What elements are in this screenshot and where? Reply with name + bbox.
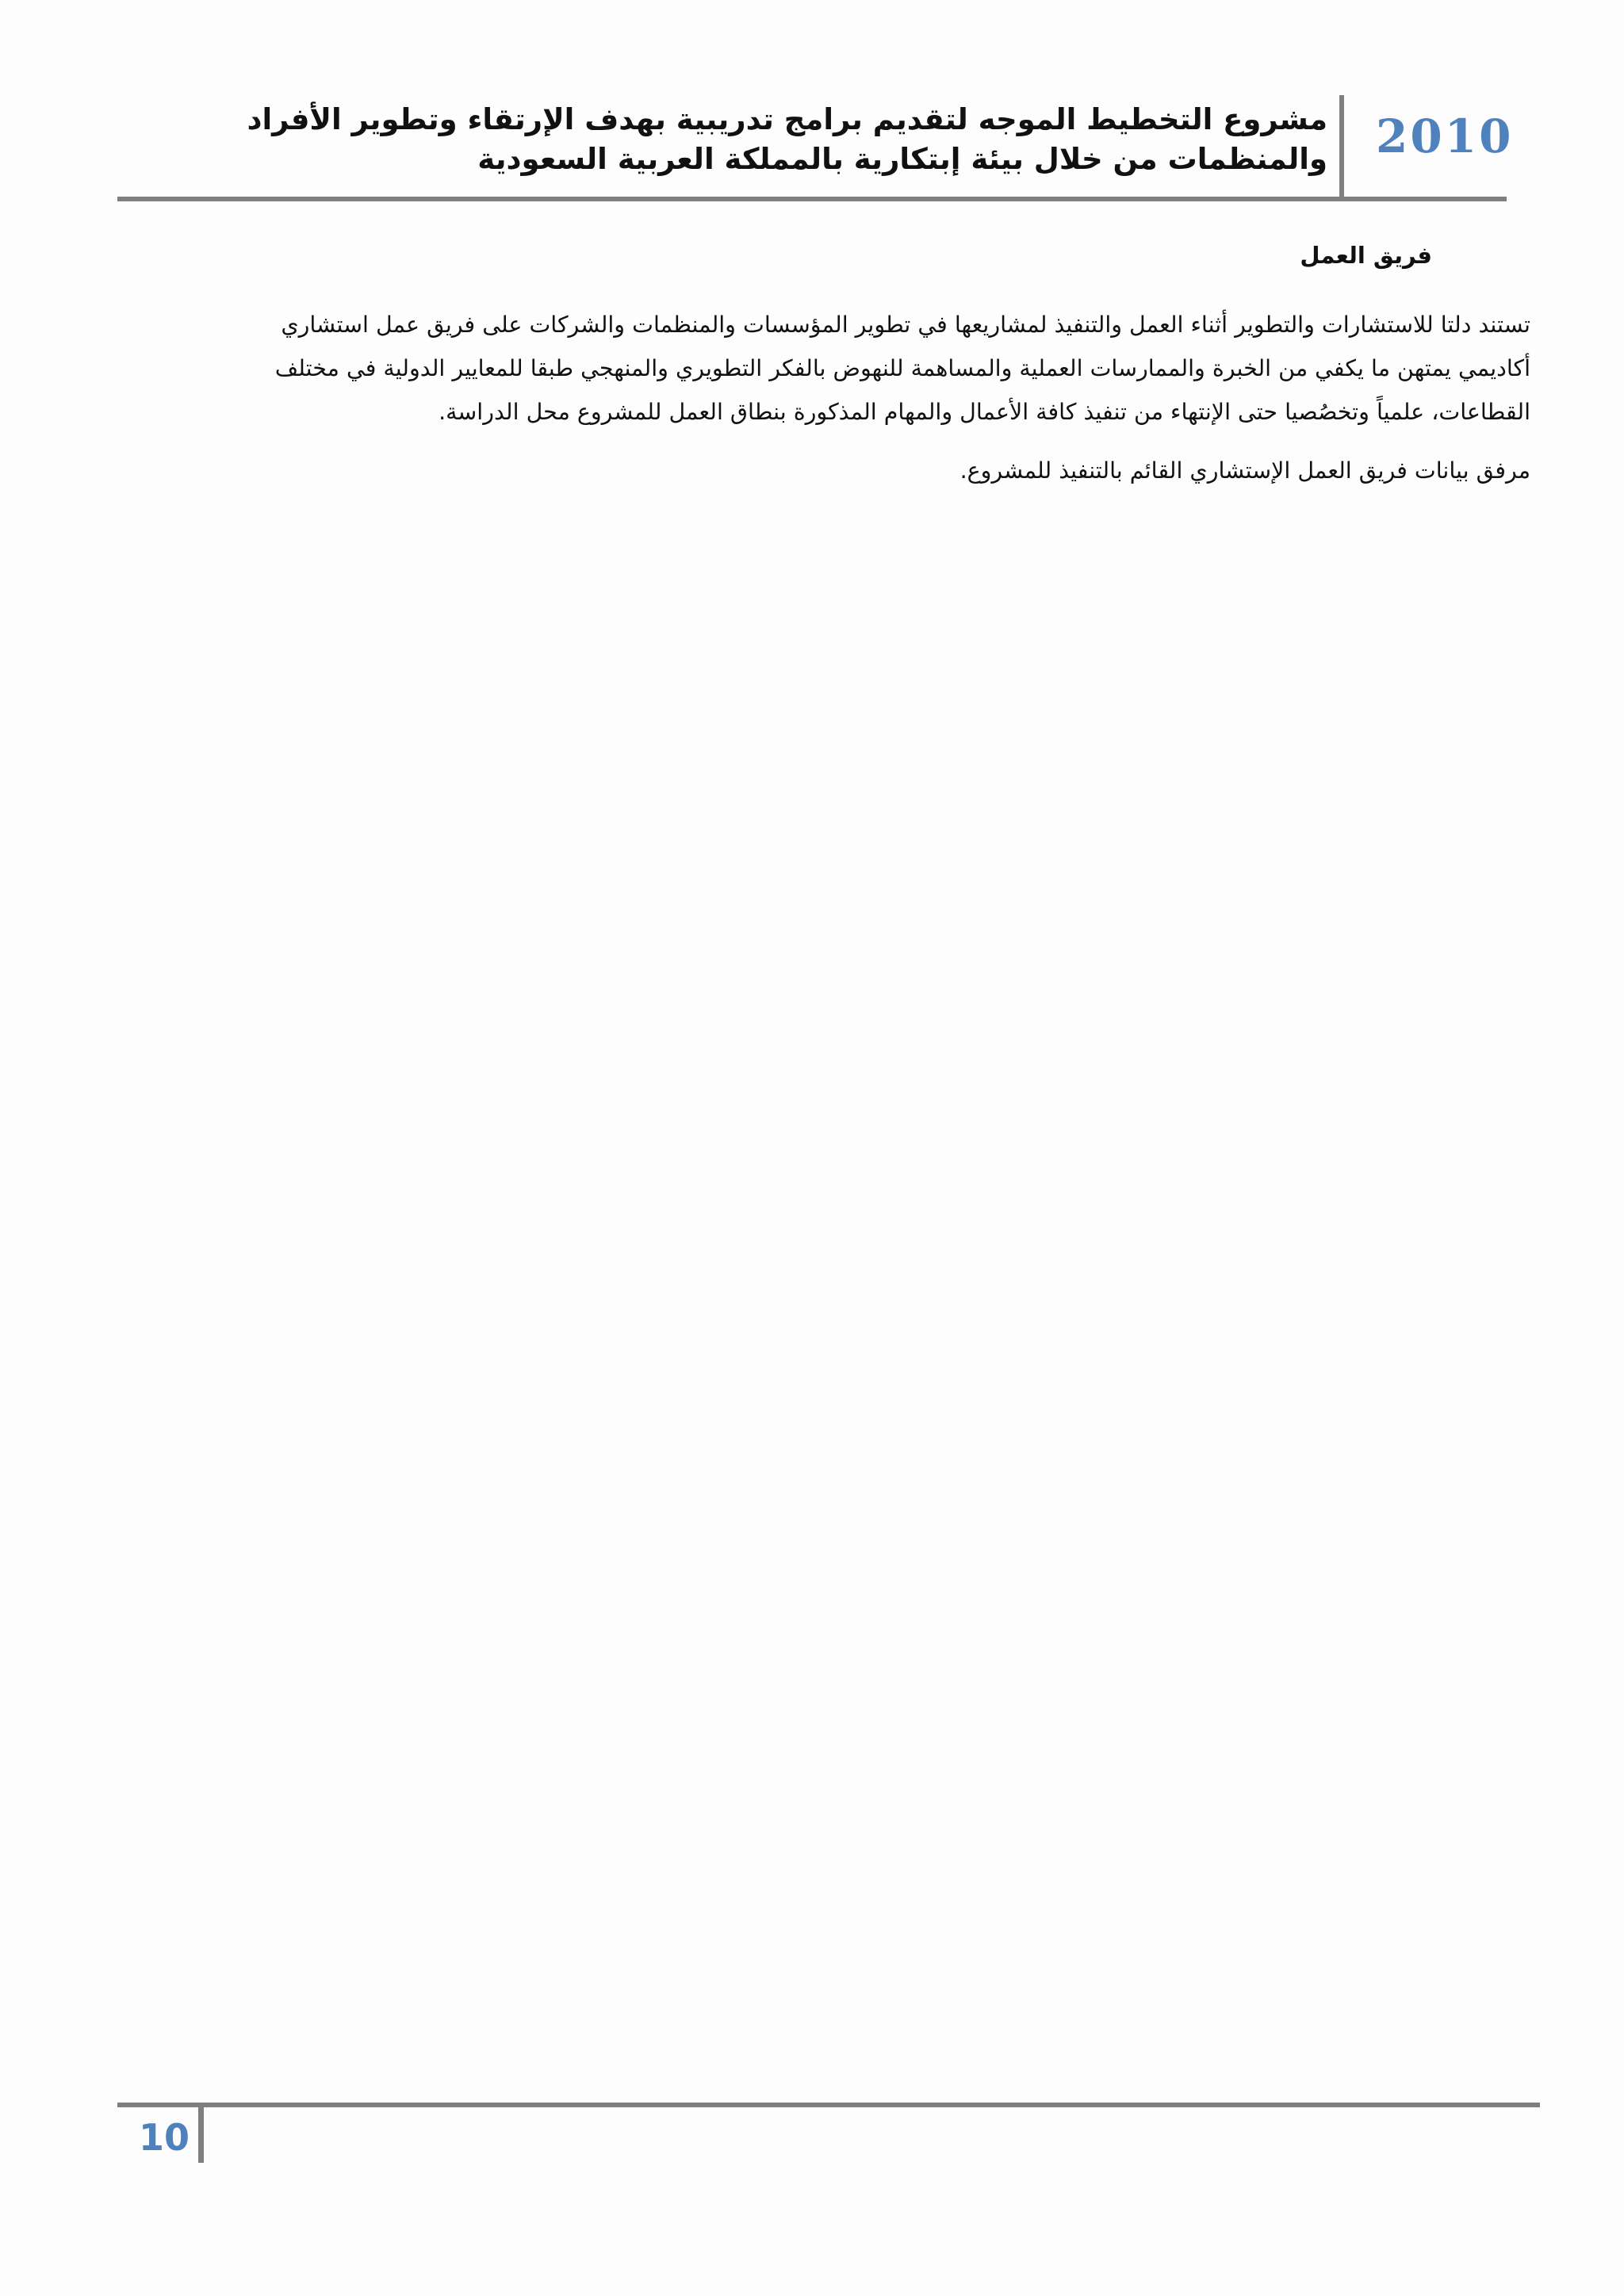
body-paragraph <box>252 303 1530 434</box>
page-number: 10 <box>138 2116 190 2159</box>
paragraph-line: القطاعات، علمياً وتخصُصيا حتى الإنتهاء من تنفيذ كافة الأعمال والمهام المذكورة بنطاق العمل للمشروع محل الدراسة. <box>439 399 1530 425</box>
section-heading: فريق العمل <box>1300 242 1432 269</box>
footer-vertical-divider <box>198 2103 204 2163</box>
header-vertical-divider <box>1339 95 1344 200</box>
attachment-note: مرفق بيانات فريق العمل الإستشاري القائم بالتنفيذ للمشروع. <box>959 457 1530 484</box>
paragraph-line: تستند دلتا للاستشارات والتطوير أثناء العمل والتنفيذ لمشاريعها في تطوير المؤسسات والمنظمات والشركات على فريق عمل استشاري <box>281 312 1530 338</box>
header-horizontal-rule <box>117 197 1507 201</box>
footer-horizontal-rule <box>117 2103 1540 2107</box>
document-header-title: مشروع التخطيط الموجه لتقديم برامج تدريبية بهدف الإرتقاء وتطوير الأفراد والمنظمات من خلال بيئة إبتكارية بالمملكة العربية السعودية <box>247 102 1327 176</box>
paragraph-line: أكاديمي يمتهن ما يكفي من الخبرة والممارسات العملية والمساهمة للنهوض بالفكر التطويري والمنهجي طبقا للمعايير الدولية في مختلف <box>274 355 1530 381</box>
header-year: 2010 <box>1376 109 1514 163</box>
